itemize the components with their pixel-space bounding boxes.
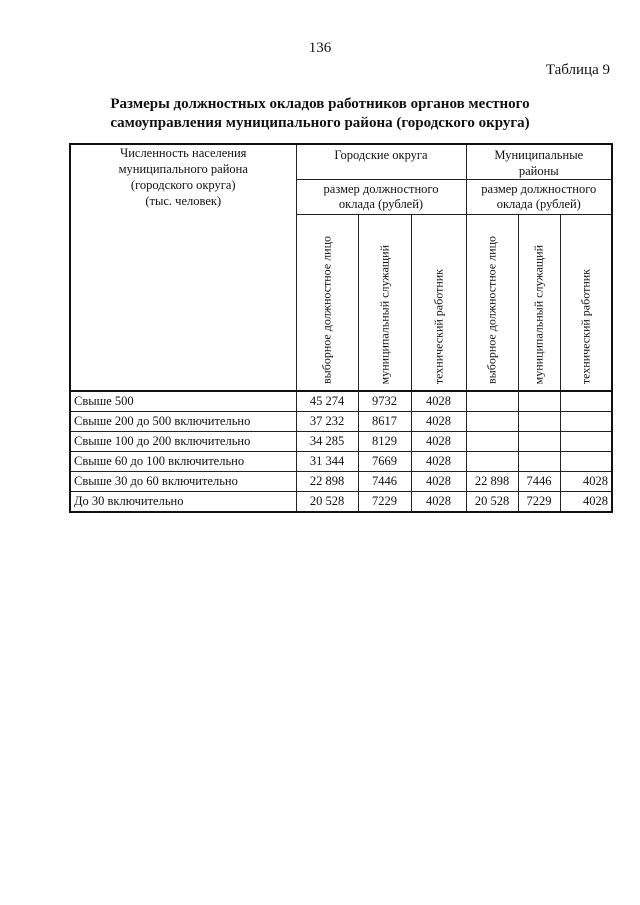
cell-value [560,412,612,432]
header-col-district-elected [466,215,518,392]
header-region-line-1: Численность населения [120,146,247,160]
header-col-city-employee [358,215,411,392]
row-label: Свыше 100 до 200 включительно [70,432,296,452]
cell-value: 22 898 [466,472,518,492]
cell-value [466,432,518,452]
header-group-districts-line-2: районы [518,164,559,178]
header-col-district-employee-label: муниципальный служащий [531,244,546,384]
header-sub-districts [466,180,612,215]
cell-value: 20 528 [466,492,518,513]
cell-value: 8129 [358,432,411,452]
cell-value: 4028 [411,432,466,452]
cell-value: 4028 [560,472,612,492]
row-label: Свыше 30 до 60 включительно [70,472,296,492]
header-col-city-technical [411,215,466,392]
header-group-districts-line-1: Муниципальные [494,148,584,162]
cell-value: 34 285 [296,432,358,452]
cell-value: 7229 [358,492,411,513]
table-row [70,432,612,452]
header-sub-city [296,180,466,215]
cell-value [560,452,612,472]
header-col-city-technical-label: технический работник [431,268,446,384]
header-sub-districts-line-1: размер должностного [481,182,597,196]
row-label: Свыше 500 [70,391,296,412]
header-col-city-elected-label: выборное должностное лицо [319,236,334,384]
table-row [70,472,612,492]
cell-value: 7446 [518,472,560,492]
cell-value: 20 528 [296,492,358,513]
cell-value: 22 898 [296,472,358,492]
header-sub-city-line-1: размер должностного [323,182,439,196]
header-sub-districts-line-2: оклада (рублей) [496,197,581,211]
cell-value [518,452,560,472]
header-group-districts [466,144,612,180]
cell-value: 7446 [358,472,411,492]
header-sub-city-line-2: оклада (рублей) [338,197,424,211]
header-region-line-3: (городского округа) [130,178,236,192]
table-row [70,452,612,472]
table-row [70,391,612,412]
header-region-line-2: муниципального района [118,162,248,176]
cell-value: 31 344 [296,452,358,472]
document-title [40,95,600,133]
cell-value [518,412,560,432]
cell-value [466,452,518,472]
header-row-1 [70,144,612,180]
header-group-city [296,144,466,180]
cell-value [518,391,560,412]
cell-value: 4028 [411,391,466,412]
title-line-1: Размеры должностных окладов работников органов местного [110,96,530,112]
cell-value: 4028 [411,492,466,513]
cell-value [466,391,518,412]
cell-value: 7229 [518,492,560,513]
header-group-city-label: Городские округа [334,148,428,162]
cell-value: 4028 [411,412,466,432]
header-col-district-technical-label: технический работник [578,268,593,384]
table-row [70,492,612,513]
cell-value: 8617 [358,412,411,432]
cell-value: 7669 [358,452,411,472]
header-col-city-elected [296,215,358,392]
salary-table [69,143,613,513]
cell-value: 4028 [560,492,612,513]
row-label: До 30 включительно [70,492,296,513]
table-row [70,412,612,432]
table-label: Таблица 9 [545,62,610,78]
header-region-line-4: (тыс. человек) [145,194,222,208]
page-number: 136 [308,40,332,56]
cell-value [560,432,612,452]
cell-value: 4028 [411,472,466,492]
cell-value: 45 274 [296,391,358,412]
row-label: Свыше 200 до 500 включительно [70,412,296,432]
header-col-city-employee-label: муниципальный служащий [377,244,391,384]
cell-value [466,412,518,432]
cell-value: 4028 [411,452,466,472]
cell-value [560,391,612,412]
header-col-district-employee [518,215,560,392]
cell-value [518,432,560,452]
row-label: Свыше 60 до 100 включительно [70,452,296,472]
title-line-2: самоуправления муниципального района (городского округа) [110,115,530,131]
cell-value: 9732 [358,391,411,412]
header-col-district-elected-label: выборное должностное лицо [484,236,499,384]
header-region-cell [70,144,296,391]
cell-value: 37 232 [296,412,358,432]
header-col-district-technical [560,215,612,392]
